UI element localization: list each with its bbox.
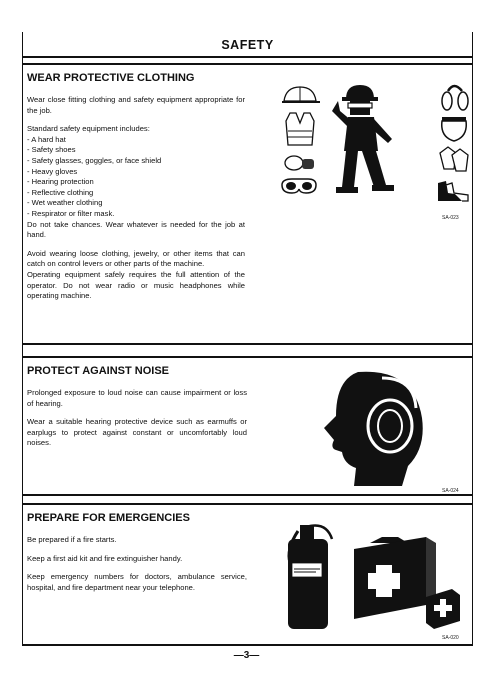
- list-item: - Safety shoes: [27, 145, 76, 155]
- section-body: [27, 535, 247, 601]
- figure-code: SA-020: [442, 635, 459, 641]
- loose-clothing-paragraph: Avoid wearing loose clothing, jewelry, or other items that can catch on control levers or other parts of the machine.: [27, 248, 245, 269]
- list-item: - Wet weather clothing: [27, 198, 103, 208]
- face-shield-icon: [442, 117, 467, 141]
- intro-paragraph: Wear close fitting clothing and safety equipment appropriate for the job.: [27, 95, 245, 115]
- section-title: PREPARE FOR EMERGENCIES: [27, 512, 190, 524]
- gloves-icon: [440, 147, 468, 171]
- section-title: PROTECT AGAINST NOISE: [27, 365, 169, 377]
- figure-code: SA-023: [442, 215, 459, 221]
- attention-paragraph: Operating equipment safely requires the full attention of the operator. Do not wear radio or music headphones while operating machine.: [27, 269, 245, 301]
- list-item: - Heavy gloves: [27, 166, 78, 176]
- head-with-earmuffs-icon: [324, 372, 423, 486]
- noise-paragraph-1: Prolonged exposure to loud noise can cause impairment or loss of hearing.: [27, 388, 247, 408]
- list-item: - Reflective clothing: [27, 187, 94, 197]
- noise-paragraph-2: Wear a suitable hearing protective device such as earmuffs or earplugs to protect against constant or uncomfortably loud noises.: [27, 417, 247, 448]
- head-earmuff-illustration: [318, 368, 430, 488]
- worker-figure-icon: [332, 85, 394, 193]
- list-item: - Safety glasses, goggles, or face shield: [27, 155, 162, 165]
- protective-equipment-illustration: [274, 79, 470, 209]
- section-protective-clothing: [22, 63, 473, 345]
- emergency-paragraph-3: Keep emergency numbers for doctors, ambulance service, hospital, and fire department near your telephone.: [27, 572, 247, 592]
- section-body: [27, 388, 247, 457]
- first-aid-case-icon: [354, 537, 436, 619]
- page-title: SAFETY: [22, 34, 473, 58]
- equipment-list: [27, 135, 245, 220]
- earmuffs-icon: [442, 86, 468, 110]
- list-item: - Hearing protection: [27, 177, 94, 187]
- section-prepare-emergencies: [22, 503, 473, 646]
- section-body: [27, 95, 245, 310]
- list-heading: Standard safety equipment includes:: [27, 124, 150, 134]
- figure-code: SA-024: [442, 488, 459, 494]
- page-number: —3—: [233, 650, 260, 661]
- respirator-icon: [285, 156, 314, 170]
- list-item: - Respirator or filter mask.: [27, 208, 115, 218]
- emergency-equipment-illustration: [276, 519, 462, 631]
- goggles-icon: [282, 179, 316, 193]
- section-protect-noise: [22, 356, 473, 496]
- emergency-paragraph-1: Be prepared if a fire starts.: [27, 535, 117, 544]
- list-item: - A hard hat: [27, 134, 66, 144]
- reflective-vest-icon: [286, 113, 314, 145]
- section-title: WEAR PROTECTIVE CLOTHING: [27, 72, 195, 84]
- safety-shoes-icon: [438, 181, 468, 201]
- fire-extinguisher-icon: [288, 525, 332, 629]
- hard-hat-icon: [282, 87, 320, 102]
- after-list-paragraph: Do not take chances. Wear whatever is needed for the job at hand.: [27, 219, 245, 240]
- emergency-paragraph-2: Keep a first aid kit and fire extinguisher handy.: [27, 553, 183, 563]
